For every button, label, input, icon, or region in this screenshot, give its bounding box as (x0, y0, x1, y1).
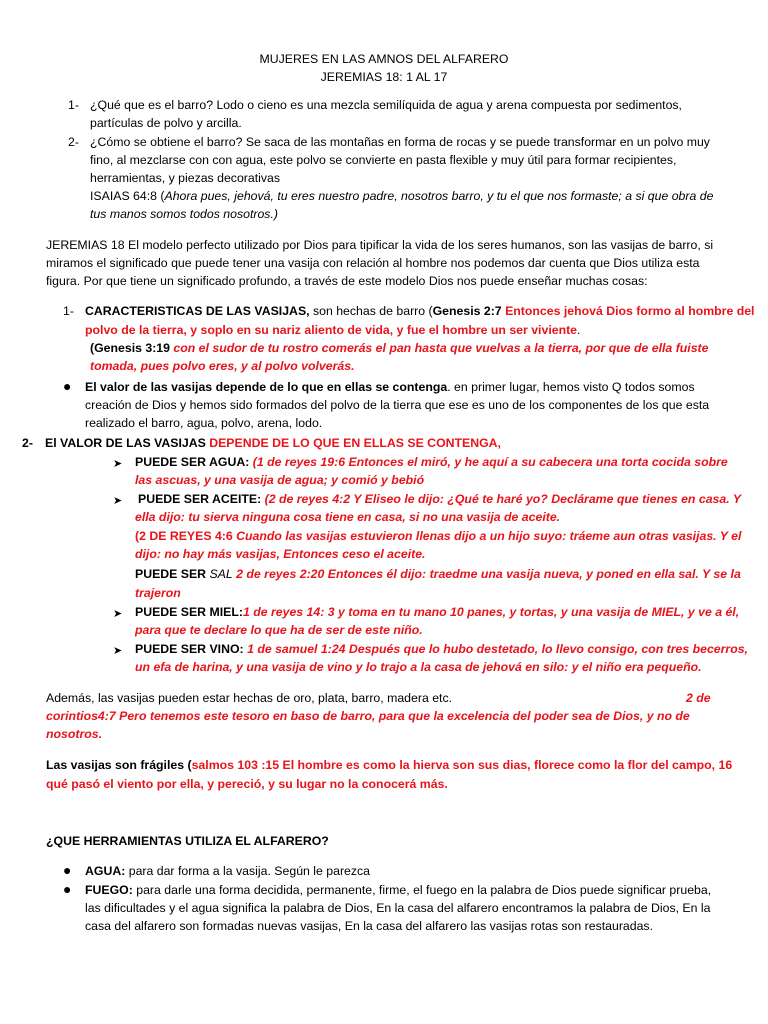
arrow-bullet-icon: ➤ (113, 495, 123, 507)
item-miel-text-1: 1 de reyes 14: 3 y toma en tu mano 10 panes, y tortas, y una vasija de MIEL, y ve a él, (242, 605, 740, 619)
item-miel-text-2: para que te declare lo que ha de ser de este niño. (135, 623, 423, 637)
herramientas-heading: ¿QUE HERRAMIENTAS UTILIZA EL ALFARERO? (46, 834, 329, 848)
item-aceite-text-1: (2 de reyes 4:2 Y Eliseo le dijo: ¿Qué te haré yo? Declárame que tienes en casa. Y (264, 492, 742, 506)
item-aceite-text-4: dijo: no hay más vasijas, Entonces ceso el aceite. (135, 547, 426, 561)
section-1-line-1 (85, 302, 754, 320)
document-subtitle: JEREMIAS 18: 1 AL 17 (320, 70, 448, 84)
item-sal-line-1 (135, 565, 741, 583)
bullet-dot-icon: ● (63, 862, 72, 878)
valor-line-3: realizado el barro, agua, polvo, arena, lodo. (85, 416, 323, 430)
genesis-2-7-text-1: Entonces jehová Dios formo al hombre del (501, 304, 755, 318)
herramienta-fuego-text-2: las dificultades y el agua significa la palabra de Dios, En la casa del alfarero encontramos la palabra de Dios, En la (85, 901, 711, 915)
bullet-dot-icon: ● (63, 881, 72, 897)
valor-line-2: creación de Dios y hemos sido formados del polvo de la tierra que ese es uno de los componentes de los que esta (85, 398, 710, 412)
genesis-2-7-end: . (577, 323, 581, 337)
section-1-text: son hechas de barro ( (309, 304, 433, 318)
q1-line-1: ¿Qué que es el barro? Lodo o cieno es una mezcla semilíquida de agua y arena compuesta por sedimentos, (90, 98, 682, 112)
item-aceite-text-2: ella dijo: tu sierva ninguna cosa tiene en casa, si no una vasija de aceite. (135, 510, 561, 524)
list-number-1: 1- (68, 98, 79, 112)
section-2-heading-text: El VALOR DE LAS VASIJAS (45, 436, 210, 450)
arrow-bullet-icon: ➤ (113, 645, 123, 657)
genesis-2-7-text-2: polvo de la tierra, y soplo en su nariz aliento de vida, y fue el hombre un ser viviente (85, 323, 578, 337)
herramienta-agua-label: AGUA: (85, 864, 126, 878)
item-agua-label: PUEDE SER AGUA: (135, 455, 253, 469)
arrow-bullet-icon: ➤ (113, 608, 123, 620)
item-aceite-text-3: Cuando las vasijas estuvieron llenas dijo a un hijo suyo: tráeme aun otras vasijas. Y el (236, 529, 742, 543)
document-title: MUJERES EN LAS AMNOS DEL ALFARERO (259, 52, 509, 66)
section-number-1: 1- (63, 304, 74, 318)
intro-line-3: figura. Por que tiene un significado profundo, a través de este modelo Dios nos puede enseñar muchas cosas: (46, 274, 648, 288)
fragiles-quote-2: qué pasó el viento por ella, y pereció, y su lugar no la conocerá más. (46, 777, 448, 791)
ademas-quote-2: nosotros. (46, 727, 103, 741)
item-sal-text-2: trajeron (135, 586, 181, 600)
q2-line-2: fino, al mezclarse con con agua, este polvo se convierte en pasta flexible y muy útil para formar recipientes, (90, 153, 677, 167)
valor-text: . en primer lugar, hemos visto Q todos somos (447, 380, 695, 394)
herramienta-agua (85, 862, 370, 880)
valor-bold-text: El valor de las vasijas depende de lo que en ellas se contenga (85, 380, 448, 394)
fragiles-line-1 (46, 756, 732, 774)
intro-line-1: JEREMIAS 18 El modelo perfecto utilizado por Dios para tipificar la vida de los seres humanos, son las vasijas de barro, si (46, 238, 714, 252)
section-number-2: 2- (22, 436, 33, 450)
herramienta-fuego-label: FUEGO: (85, 883, 133, 897)
ademas-text: Además, las vasijas pueden estar hechas de oro, plata, barro, madera etc. (46, 691, 453, 705)
intro-line-2: miramos el significado que puede tener una vasija con relación al hombre nos podemos dar cuenta que Dios utiliza esta (46, 256, 700, 270)
section-2-heading-red: DEPENDE DE LO QUE EN ELLAS SE CONTENGA, (209, 436, 501, 450)
section-2-heading (45, 434, 501, 452)
item-aceite-line-1 (138, 490, 741, 508)
item-agua-text-1: (1 de reyes 19:6 Entonces el miró, y he aquí a su cabecera una torta cocida sobre (252, 455, 728, 469)
item-vino-text-2: un efa de harina, y una vasija de vino y lo trajo a la casa de jehová en silo: y el niño era pequeño. (135, 660, 702, 674)
genesis-3-19-text-2: tomada, pues polvo eres, y al polvo volverás. (90, 359, 355, 373)
section-1-heading: CARACTERISTICAS DE LAS VASIJAS, (85, 304, 310, 318)
q2-line-1: ¿Cómo se obtiene el barro? Se saca de las montañas en forma de rocas y se puede transformar en un polvo muy (90, 135, 710, 149)
genesis-3-19-ref: (Genesis 3:19 (90, 341, 170, 355)
valor-line-1 (85, 378, 695, 396)
item-sal-label: PUEDE SER (135, 567, 210, 581)
herramienta-agua-text: para dar forma a la vasija. Según le parezca (125, 864, 371, 878)
q1-line-2: partículas de polvo y arcilla. (90, 116, 242, 130)
q2-line-3: herramientas, y piezas decorativas (90, 171, 281, 185)
genesis-2-7-ref: Genesis 2:7 (432, 304, 502, 318)
fragiles-quote-1: salmos 103 :15 El hombre es como la hierva son sus dias, florece como la flor del campo, 16 (191, 758, 733, 772)
item-sal-text-1: 2 de reyes 2:20 Entonces él dijo: traedme una vasija nueva, y poned en ella sal. Y se la (232, 567, 741, 581)
item-vino-line-1 (135, 640, 748, 658)
ademas-ref-start: 2 de (686, 691, 711, 705)
list-number-2: 2- (68, 135, 79, 149)
item-agua-text-2: las ascuas, y una vasija de agua; y comió y bebió (135, 473, 425, 487)
item-agua-line-1 (135, 453, 728, 471)
item-miel-line-1 (135, 603, 739, 621)
q2-quote-line-1 (90, 187, 713, 205)
item-vino-text-1: 1 de samuel 1:24 Después que lo hubo destetado, lo llevo consigo, con tres becerros, (247, 642, 748, 656)
item-aceite-line-3 (135, 527, 741, 545)
item-vino-label: PUEDE SER VINO: (135, 642, 248, 656)
herramienta-fuego-text-1: para darle una forma decidida, permanente, firme, el fuego en la palabra de Dios puede significar prueba, (132, 883, 712, 897)
section-1-line-2 (85, 321, 580, 339)
item-sal-word: SAL (209, 567, 233, 581)
item-aceite-ref-2: (2 DE REYES 4:6 (135, 529, 237, 543)
herramienta-fuego-line-1 (85, 881, 711, 899)
item-aceite-label: PUEDE SER ACEITE: (138, 492, 265, 506)
isaias-reference: ISAIAS 64:8 ( (90, 189, 165, 203)
herramienta-fuego-text-3: casa del alfarero son formadas nuevas vasijas, En la casa del alfarero las vasijas rotas son restauradas. (85, 919, 653, 933)
arrow-bullet-icon: ➤ (113, 458, 123, 470)
fragiles-bold: Las vasijas son frágiles ( (46, 758, 192, 772)
genesis-3-19-text-1: con el sudor de tu rostro comerás el pan hasta que vuelvas a la tierra, por que de ella fuiste (169, 341, 709, 355)
item-miel-label: PUEDE SER MIEL: (135, 605, 243, 619)
q2-quote-line-2: tus manos somos todos nosotros.) (90, 207, 278, 221)
isaias-quote-1: Ahora pues, jehová, tu eres nuestro padre, nosotros barro, y tu el que nos formaste; a si que obra de (164, 189, 714, 203)
ademas-quote-1: corintios4:7 Pero tenemos este tesoro en baso de barro, para que la excelencia del poder sea de Dios, y no de (46, 709, 690, 723)
bullet-dot-icon: ● (63, 378, 72, 394)
section-1-line-3 (90, 339, 708, 357)
